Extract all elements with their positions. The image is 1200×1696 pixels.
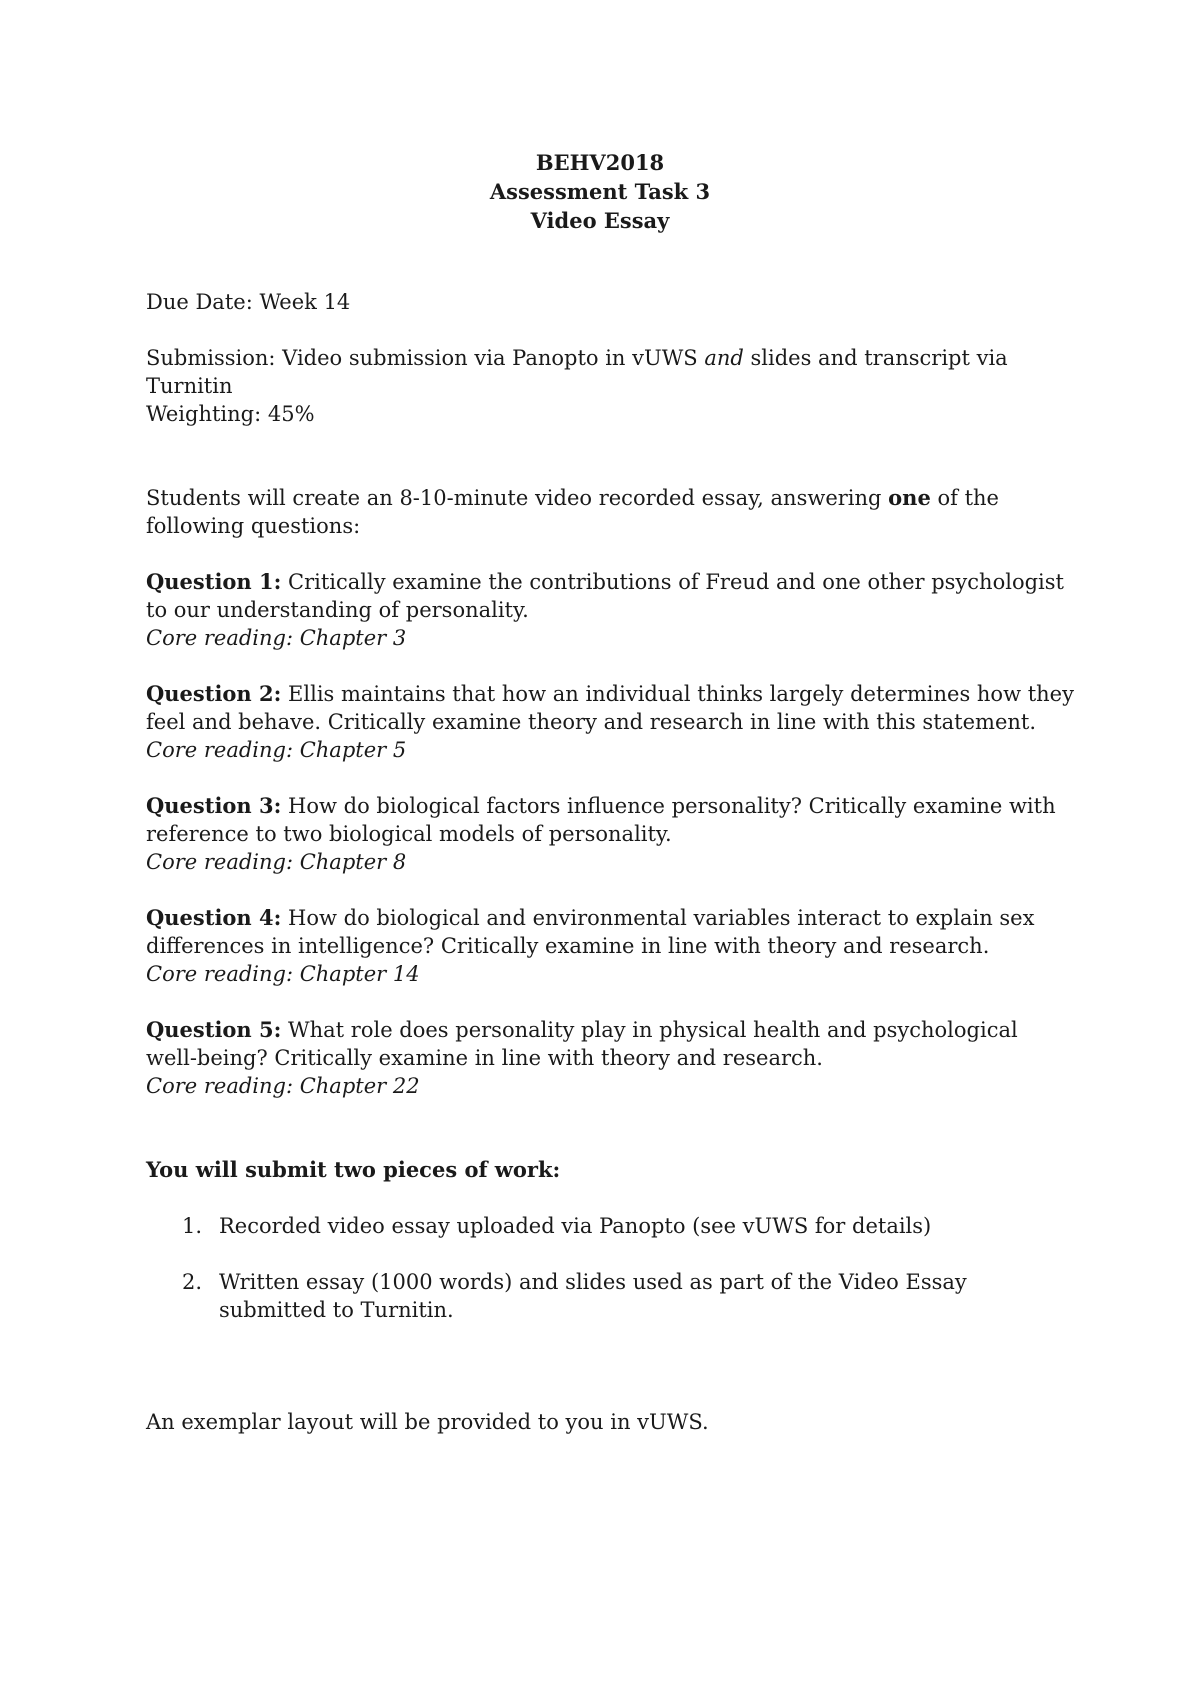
essay-title: Video Essay (530, 208, 670, 233)
core-reading: Core reading: Chapter 8 (146, 850, 407, 874)
submission-info: Submission: Video submission via Panopto in vUWS and slides and transcript via Turnitin (146, 346, 1008, 398)
question-label: Question 5: (146, 1017, 282, 1042)
question-label: Question 4: (146, 905, 282, 930)
question-text: Critically examine the contributions of Freud and one other psychologist to our understanding of personality. (146, 570, 1064, 622)
task-title: Assessment Task 3 (489, 179, 711, 204)
question-text: How do biological and environmental variables interact to explain sex differences in intelligence? Critically examine in line with theory and research. (146, 906, 1035, 958)
question-label: Question 2: (146, 681, 282, 706)
question-text: How do biological factors influence personality? Critically examine with reference to two biological models of personality. (146, 794, 1056, 846)
core-reading: Core reading: Chapter 22 (146, 1074, 420, 1098)
core-reading: Core reading: Chapter 3 (146, 626, 407, 650)
question-label: Question 3: (146, 793, 282, 818)
question-4 (146, 904, 1076, 988)
intro-paragraph: Students will create an 8-10-minute video recorded essay, answering one of the following questions: (146, 485, 999, 538)
document-heading (0, 148, 1200, 235)
question-1 (146, 568, 1076, 652)
question-3 (146, 792, 1076, 876)
list-text: Written essay (1000 words) and slides used as part of the Video Essay submitted to Turnitin. (219, 1270, 967, 1322)
footer-note: An exemplar layout will be provided to you in vUWS. (146, 1410, 709, 1434)
question-label: Question 1: (146, 569, 282, 594)
due-date: Due Date: Week 14 (146, 290, 351, 314)
list-number: 2. (182, 1270, 203, 1294)
submit-heading: You will submit two pieces of work: (146, 1157, 561, 1182)
question-2 (146, 680, 1076, 764)
course-code: BEHV2018 (535, 150, 665, 175)
core-reading: Core reading: Chapter 14 (146, 962, 420, 986)
list-number: 1. (182, 1214, 203, 1238)
core-reading: Core reading: Chapter 5 (146, 738, 407, 762)
question-text: Ellis maintains that how an individual thinks largely determines how they feel and behave. Critically examine theory and research in line with this statement. (146, 682, 1074, 734)
question-5 (146, 1016, 1046, 1100)
weighting: Weighting: 45% (146, 402, 315, 426)
question-text: What role does personality play in physical health and psychological well-being? Critically examine in line with theory and research. (146, 1018, 1018, 1070)
list-text: Recorded video essay uploaded via Panopto (see vUWS for details) (219, 1214, 932, 1238)
